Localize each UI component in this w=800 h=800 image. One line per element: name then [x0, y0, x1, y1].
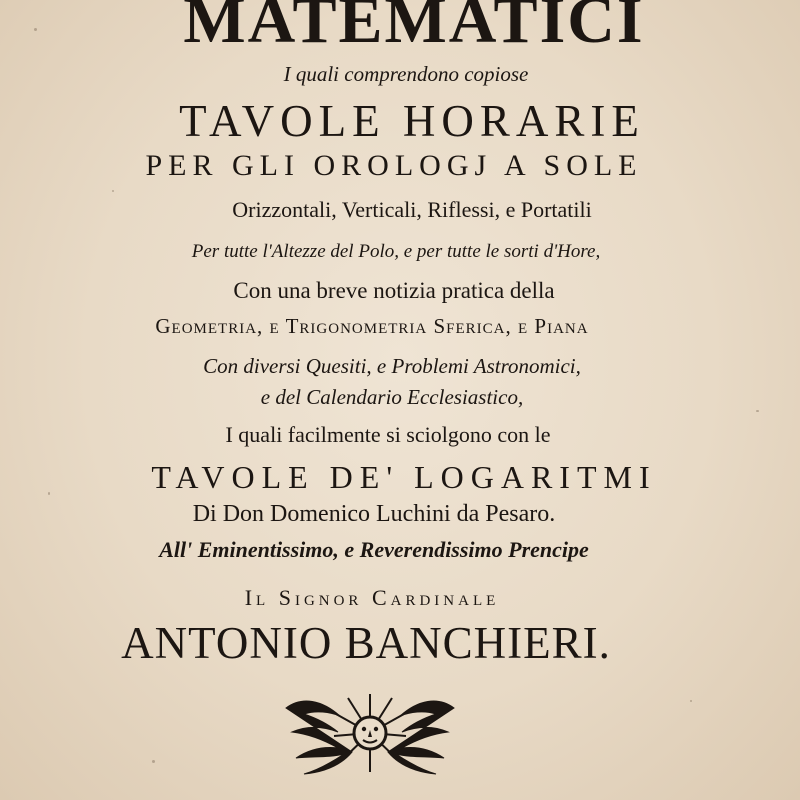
- author-line: Di Don Domenico Luchini da Pesaro.: [192, 501, 556, 527]
- book-title: MATEMATICI: [183, 0, 645, 57]
- paper-speck: [756, 410, 759, 412]
- paper-speck: [112, 190, 114, 192]
- dedicatee-name: ANTONIO BANCHIERI.: [121, 618, 611, 668]
- logaritmi-heading: TAVOLE DE' LOGARITMI: [151, 459, 657, 495]
- dial-types-line: Orizzontali, Verticali, Riflessi, e Portatili: [232, 197, 592, 222]
- heading-orologj: PER GLI OROLOGJ A SOLE: [145, 149, 643, 182]
- dedication-line: All' Eminentissimo, e Reverendissimo Prencipe: [159, 537, 589, 562]
- paper-speck: [690, 700, 692, 702]
- geometria-line: Geometria, e Trigonometria Sferica, e Piana: [155, 314, 589, 338]
- i-quali-line: I quali facilmente si sciolgono con le: [225, 422, 551, 447]
- con-una-line: Con una breve notizia pratica della: [233, 278, 555, 303]
- con-diversi-line: Con diversi Quesiti, e Problemi Astronomici,: [203, 354, 581, 378]
- subtitle-italic: I quali comprendono copiose: [283, 62, 529, 86]
- per-tutte-line: Per tutte l'Altezze del Polo, e per tutte le sorti d'Hore,: [191, 241, 601, 262]
- heading-tavole-horarie: TAVOLE HORARIE: [179, 96, 645, 146]
- sun-face-printer-ornament-icon: [282, 688, 458, 778]
- paper-speck: [152, 760, 155, 763]
- signor-cardinale-line: Il Signor Cardinale: [244, 585, 500, 610]
- calendario-line: e del Calendario Ecclesiastico,: [260, 385, 524, 409]
